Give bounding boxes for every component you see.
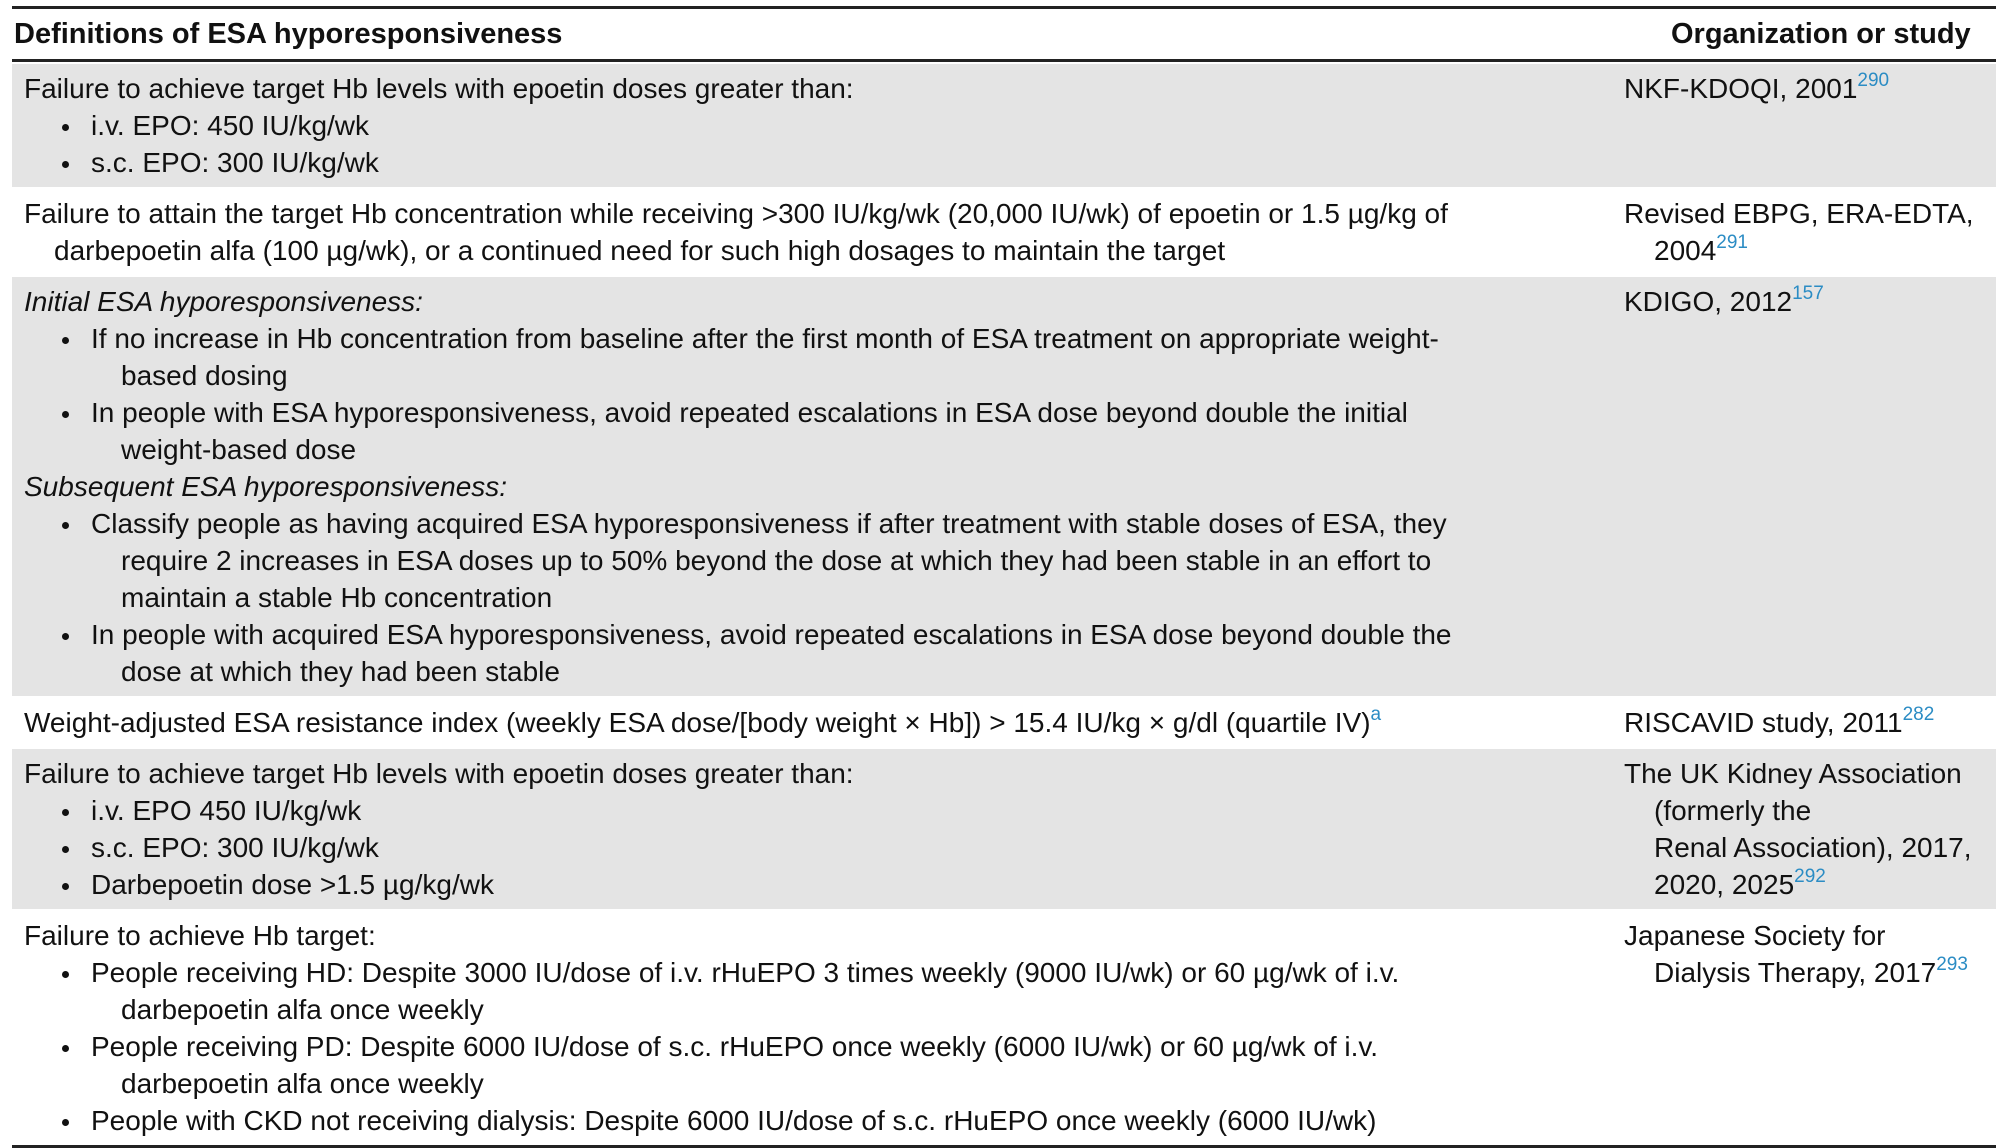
subsection-title: Subsequent ESA hyporesponsiveness:	[24, 471, 508, 502]
organization-name: KDIGO, 2012$^{157}$	[1624, 283, 1824, 317]
reference-link[interactable]: 282	[1902, 704, 1935, 725]
table-row-ebpg	[12, 187, 1996, 275]
definition-text: Failure to attain the target Hb concentration while receiving >300 IU/kg/wk (20,000 IU/wk) of epoetin or 1.5 µg/kg of	[24, 198, 1448, 229]
reference-link[interactable]: 292	[1794, 866, 1826, 887]
bullet-item: Darbepoetin dose >1.5 µg/kg/wk	[24, 866, 1612, 903]
bullet-item: i.v. EPO: 450 IU/kg/wk	[24, 107, 1612, 144]
table-row-uk-kidney	[12, 747, 1996, 909]
organization-cell	[1612, 698, 1996, 747]
organization-cell	[1612, 189, 1996, 275]
reference-link[interactable]: 157	[1792, 283, 1824, 304]
organization-name: Revised EBPG, ERA-EDTA,	[1624, 198, 1974, 229]
definition-cell	[12, 64, 1612, 187]
bullet-item: In people with ESA hyporesponsiveness, avoid repeated escalations in ESA dose beyond double the initial weight-based dose	[24, 394, 1612, 468]
definitions-table	[12, 6, 1996, 1148]
bullet-item: People receiving HD: Despite 3000 IU/dose of i.v. rHuEPO 3 times weekly (9000 IU/wk) or 60 µg/wk of i.v. darbepoetin alfa once weekly	[24, 954, 1612, 1028]
definition-text: darbepoetin alfa (100 µg/wk), or a continued need for such high dosages to maintain the target	[54, 235, 1226, 266]
subsection-title: Initial ESA hyporesponsiveness:	[24, 286, 423, 317]
bullet-item: In people with acquired ESA hyporesponsiveness, avoid repeated escalations in ESA dose beyond double the dose at which they had been stable	[24, 616, 1612, 690]
definition-cell	[12, 277, 1612, 696]
organization-name: 2004$^{291}$	[1654, 232, 1748, 266]
definition-text: Failure to achieve target Hb levels with epoetin doses greater than:	[24, 73, 854, 104]
organization-cell	[1612, 911, 1996, 1145]
bullet-item: People receiving PD: Despite 6000 IU/dose of s.c. rHuEPO once weekly (6000 IU/wk) or 60 µg/wk of i.v. darbepoetin alfa once weekly	[24, 1028, 1612, 1102]
bullet-item: Classify people as having acquired ESA hyporesponsiveness if after treatment with stable doses of ESA, they require 2 increases in ESA doses up to 50% beyond the dose at which they had been stable in an effort to maintain a stable Hb concentration	[24, 505, 1612, 616]
organization-name: The UK Kidney Association	[1624, 758, 1962, 789]
reference-link[interactable]: 291	[1716, 232, 1748, 253]
bullet-item: i.v. EPO 450 IU/kg/wk	[24, 792, 1612, 829]
header-organization: Organization or study	[1671, 17, 1971, 50]
definition-text: Failure to achieve Hb target:	[24, 920, 376, 951]
header-definitions: Definitions of ESA hyporesponsiveness	[14, 17, 563, 50]
bullet-item: s.c. EPO: 300 IU/kg/wk	[24, 144, 1612, 181]
reference-link[interactable]: 290	[1857, 70, 1890, 91]
organization-name: (formerly the	[1654, 795, 1812, 826]
organization-name: 2020, 2025$^{292}$	[1654, 866, 1826, 900]
definition-text: Weight-adjusted ESA resistance index (weekly ESA dose/[body weight × Hb]) > 15.4 IU/kg × g/dl (quartile IV)$^a$	[24, 704, 1382, 738]
table-header	[12, 9, 1996, 62]
organization-cell	[1612, 277, 1996, 696]
definition-cell	[12, 911, 1612, 1145]
table-row-jsdt	[12, 909, 1996, 1145]
bullet-item: If no increase in Hb concentration from baseline after the first month of ESA treatment on appropriate weight- based dosing	[24, 320, 1612, 394]
organization-name: Japanese Society for	[1624, 920, 1886, 951]
organization-name: Dialysis Therapy, 2017$^{293}$	[1654, 954, 1968, 988]
definition-cell	[12, 189, 1612, 275]
table-row-kdigo	[12, 275, 1996, 696]
table-row-riscavid	[12, 696, 1996, 747]
table-row-nkf-kdoqi	[12, 62, 1996, 187]
organization-name: Renal Association), 2017,	[1654, 832, 1972, 863]
reference-link[interactable]: 293	[1936, 954, 1968, 975]
definition-cell	[12, 749, 1612, 909]
definition-text: Failure to achieve target Hb levels with epoetin doses greater than:	[24, 758, 854, 789]
bullet-item: People with CKD not receiving dialysis: Despite 6000 IU/dose of s.c. rHuEPO once weekly (6000 IU/wk)	[24, 1102, 1612, 1139]
footnote-marker[interactable]: a	[1370, 704, 1382, 725]
organization-cell	[1612, 64, 1996, 187]
bullet-item: s.c. EPO: 300 IU/kg/wk	[24, 829, 1612, 866]
definition-cell	[12, 698, 1612, 747]
organization-cell	[1612, 749, 1996, 909]
organization-name: RISCAVID study, 2011$^{282}$	[1624, 704, 1935, 738]
organization-name: NKF-KDOQI, 2001$^{290}$	[1624, 70, 1890, 104]
